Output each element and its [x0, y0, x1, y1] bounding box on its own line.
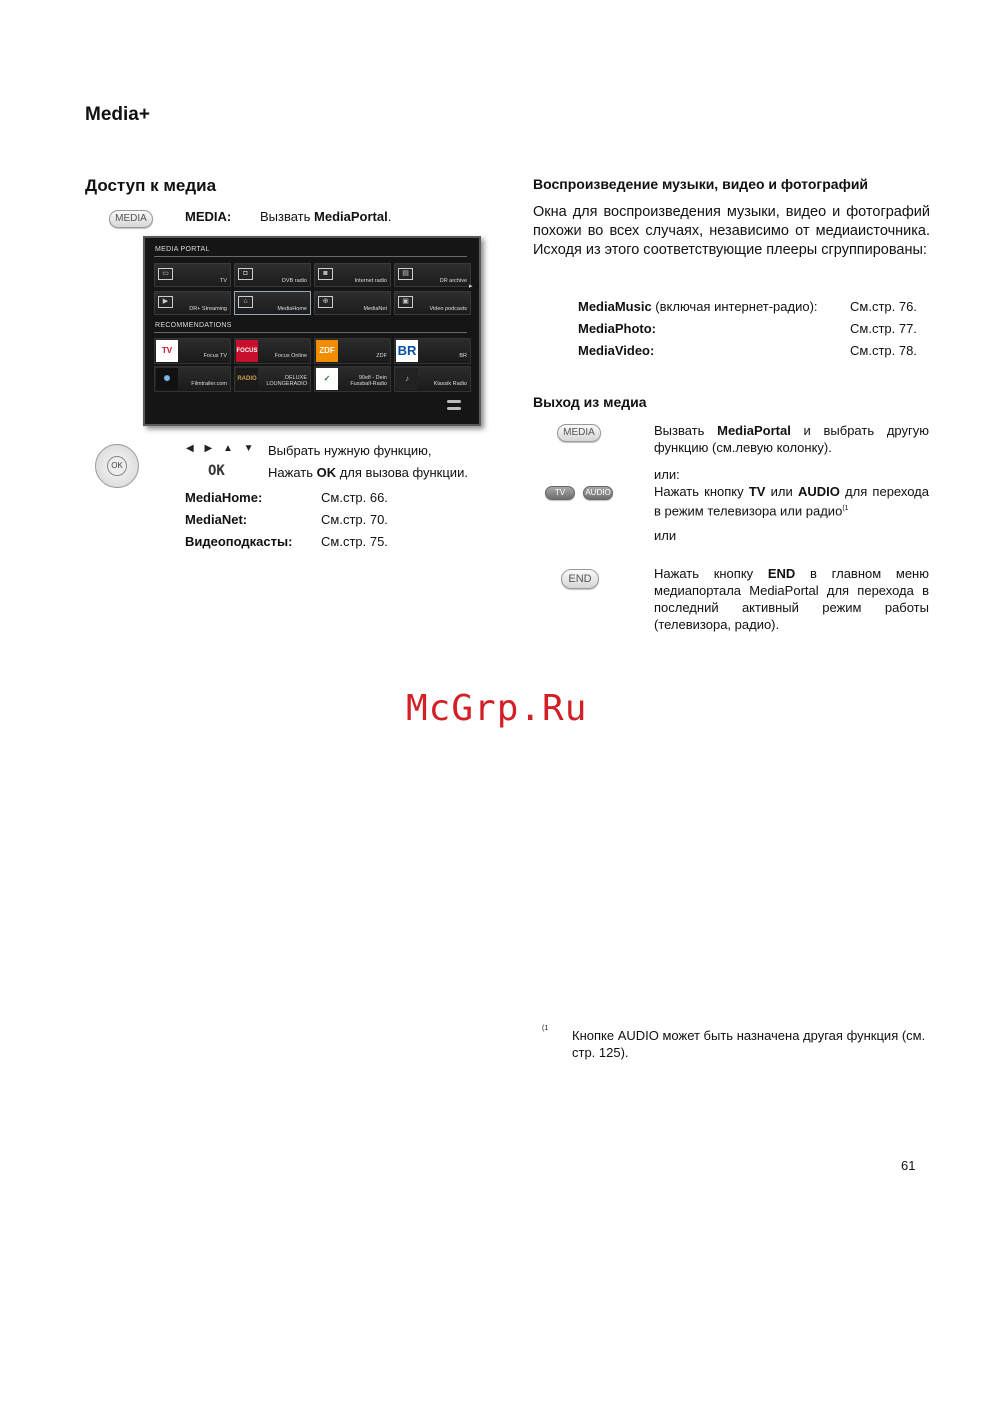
ref-label-medianet: MediaNet:	[185, 512, 248, 527]
portal-tile-dr-streaming: ▶ DR+ Streaming	[154, 291, 231, 315]
exit-option-tv-audio: Нажать кнопку TV или AUDIO для перехода в режим телевизора или радио$^{(1}$	[654, 484, 929, 519]
rec-tile-focus-online: FOCUS Focus Online	[234, 338, 311, 364]
or-label: или	[654, 528, 677, 543]
portal-tile-mediahome: ⌂ MediaHome	[234, 291, 311, 315]
player-label-video: MediaVideo:	[578, 343, 655, 358]
ref-page-mediahome: См.стр. 66.	[321, 490, 388, 505]
portal-tile-medianet: ⊕ MediaNet	[314, 291, 391, 315]
player-page-music: См.стр. 76.	[850, 299, 917, 314]
playback-intro: Окна для воспроизведения музыки, видео и фотографий похожи во всех случаях, независимо от медиаисточника. Исходя из этого соответствующие плееры сгруппированы:	[533, 204, 930, 258]
rec-tile-deluxe-radio: RADIO DELUXE LOUNGERADIO	[234, 366, 311, 392]
exit-option-mediaportal: Вызвать MediaPortal и выбрать другую функцию (см.левую колонку).	[654, 423, 929, 455]
player-label-photo: MediaPhoto:	[578, 321, 656, 336]
section-title: Media+	[85, 104, 150, 125]
rec-tile-zdf: ZDF ZDF	[314, 338, 391, 364]
exit-option-end: Нажать кнопку END в главном меню медиапортала MediaPortal для перехода в последний активный режим работы (телевизора, радио).	[654, 566, 929, 632]
ref-page-videopodcasts: См.стр. 75.	[321, 534, 388, 549]
ref-label-mediahome: MediaHome:	[185, 490, 263, 505]
portal-tile-dr-archive: ▤ DR archive	[394, 263, 471, 287]
end-button-icon: END	[561, 569, 599, 589]
portal-tile-internet-radio: ◙ Internet radio	[314, 263, 391, 287]
media-key-label: MEDIA:	[185, 209, 232, 224]
remote-hint-icon	[447, 407, 461, 410]
ref-label-videopodcasts: Видеоподкасты:	[185, 534, 293, 549]
rec-tile-focus-tv: TV Focus TV	[154, 338, 231, 364]
media-portal-screenshot	[143, 236, 481, 426]
player-page-photo: См.стр. 77.	[850, 321, 917, 336]
divider	[154, 256, 467, 257]
page-number: 61	[901, 1158, 916, 1173]
watermark: McGrp.Ru	[406, 688, 588, 729]
footnote-text: Кнопке AUDIO может быть назначена другая функция (см. стр. 125).	[572, 1028, 926, 1060]
rec-tile-br: BR BR	[394, 338, 471, 364]
or-label: или:	[654, 467, 680, 482]
rec-tile-filmtrailer: ✺ Filmtrailer.com	[154, 366, 231, 392]
media-key-description: Вызвать MediaPortal.	[260, 209, 392, 224]
portal-tile-dvb-radio: ◘ DVB radio	[234, 263, 311, 287]
remote-hint-icon	[447, 400, 461, 403]
media-button-icon: MEDIA	[557, 424, 601, 442]
media-button-icon: MEDIA	[109, 210, 153, 228]
portal-tile-video-podcasts: ▣ Video podcasts	[394, 291, 471, 315]
rec-tile-90elf: ✓ 90elf - Dein Fussball-Radio	[314, 366, 391, 392]
arrow-keys-icon: ◀ ▶ ▲ ▼	[186, 443, 258, 454]
player-page-video: См.стр. 78.	[850, 343, 917, 358]
ok-description: Нажать OK для вызова функции.	[268, 465, 468, 480]
ok-navigation-pad-icon: OK	[95, 444, 139, 488]
ok-key-label: OK	[208, 463, 225, 479]
access-media-heading: Доступ к медиа	[85, 176, 217, 195]
ref-page-medianet: См.стр. 70.	[321, 512, 388, 527]
audio-button-icon: AUDIO	[583, 486, 613, 500]
playback-heading: Воспроизведение музыки, видео и фотографий	[533, 176, 869, 192]
media-portal-label: MEDIA PORTAL	[155, 246, 210, 253]
player-label-music: MediaMusic (включая интернет-радио):	[578, 299, 818, 314]
divider	[154, 332, 467, 333]
rec-tile-klassik-radio: ♪ Klassik Radio	[394, 366, 471, 392]
exit-media-heading: Выход из медиа	[533, 394, 647, 410]
tv-button-icon: TV	[545, 486, 575, 500]
nav-description: Выбрать нужную функцию,	[268, 443, 432, 458]
portal-tile-tv: ▭ TV	[154, 263, 231, 287]
footnote-marker: (1	[542, 1025, 549, 1032]
recommendations-label: RECOMMENDATIONS	[155, 322, 232, 329]
scroll-right-icon: ▸	[469, 283, 473, 290]
